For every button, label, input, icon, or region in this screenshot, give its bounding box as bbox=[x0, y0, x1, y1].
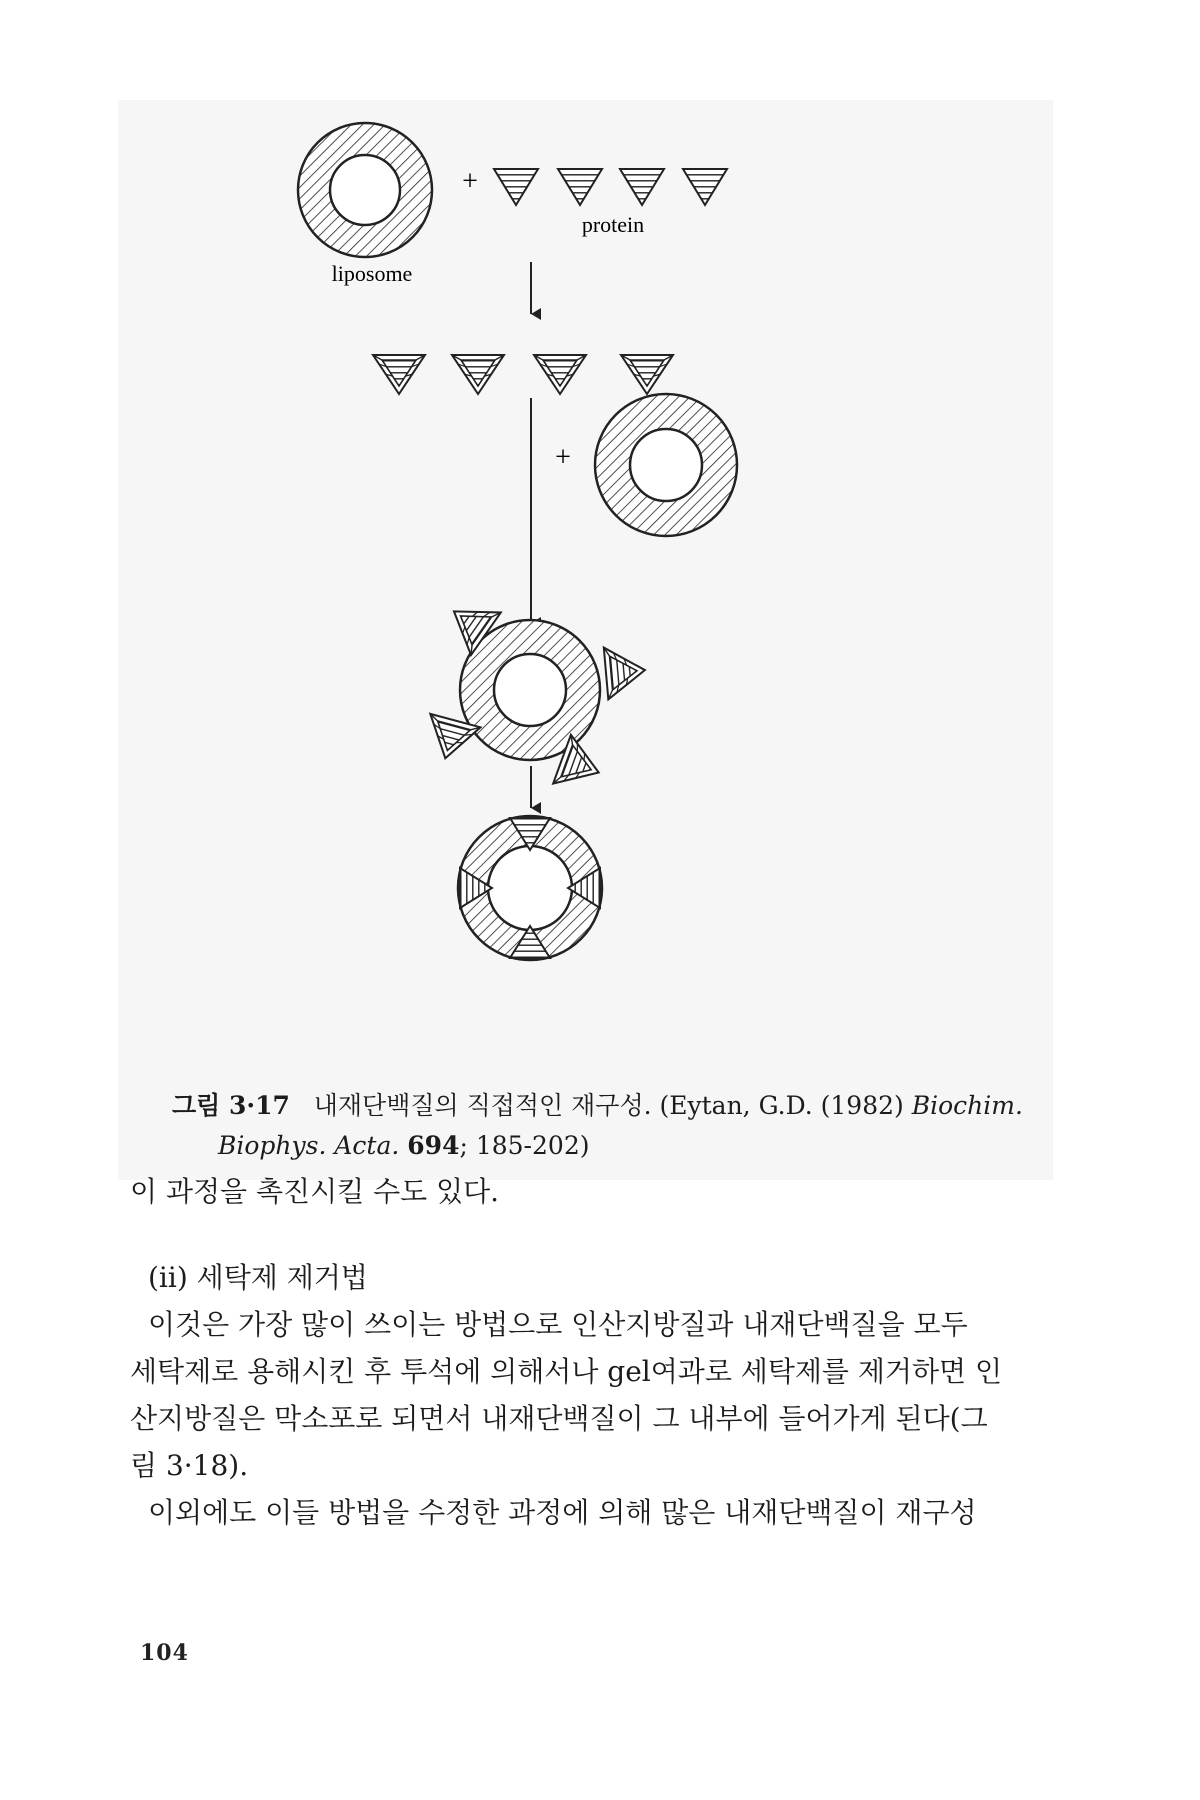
caption-line-1 bbox=[172, 1086, 1072, 1126]
body-line-1: 이 과정을 촉진시킬 수도 있다. bbox=[130, 1175, 500, 1208]
para-1-line-3: 산지방질은 막소포로 되면서 내재단백질이 그 내부에 들어가게 된다(그 bbox=[130, 1402, 988, 1435]
page-number: 104 bbox=[140, 1640, 189, 1666]
plus-sign-1: + bbox=[462, 166, 478, 197]
caption-line-2 bbox=[172, 1126, 1072, 1166]
para-1-line-4: 림 3·18). bbox=[130, 1449, 249, 1482]
body-text bbox=[130, 1170, 1060, 1610]
caption-volume: 694 bbox=[407, 1131, 460, 1160]
reconstituted-vesicle bbox=[458, 816, 602, 960]
plus-sign-2: + bbox=[555, 442, 571, 473]
caption-journal-2: Biophys. Acta. bbox=[218, 1131, 400, 1160]
para-1-line-2: 세탁제로 용해시킨 후 투석에 의해서나 gel여과로 세탁제를 제거하면 인 bbox=[130, 1355, 1002, 1388]
caption-citation: (Eytan, G.D. (1982) bbox=[659, 1091, 904, 1120]
figure-number: 그림 3·17 bbox=[172, 1091, 290, 1120]
protein-row-initial bbox=[494, 169, 727, 205]
protein-row-coated bbox=[373, 355, 673, 394]
liposome-with-bound-proteins bbox=[420, 590, 647, 797]
para-1-line-1: 이것은 가장 많이 쓰이는 방법으로 인산지방질과 내재단백질을 모두 bbox=[148, 1308, 968, 1341]
liposome-label: liposome bbox=[331, 261, 413, 286]
liposome-added bbox=[595, 394, 737, 536]
liposome-initial bbox=[298, 123, 432, 257]
caption-pages: ; 185-202) bbox=[459, 1131, 590, 1160]
protein-label: protein bbox=[581, 212, 645, 237]
figure-caption bbox=[172, 1086, 1072, 1166]
section-heading: (ⅱ) 세탁제 제거법 bbox=[148, 1261, 368, 1294]
caption-journal-1: Biochim. bbox=[911, 1091, 1023, 1120]
caption-title: 내재단백질의 직접적인 재구성. bbox=[313, 1091, 652, 1120]
para-2-line-1: 이외에도 이들 방법을 수정한 과정에 의해 많은 내재단백질이 재구성 bbox=[148, 1496, 977, 1529]
